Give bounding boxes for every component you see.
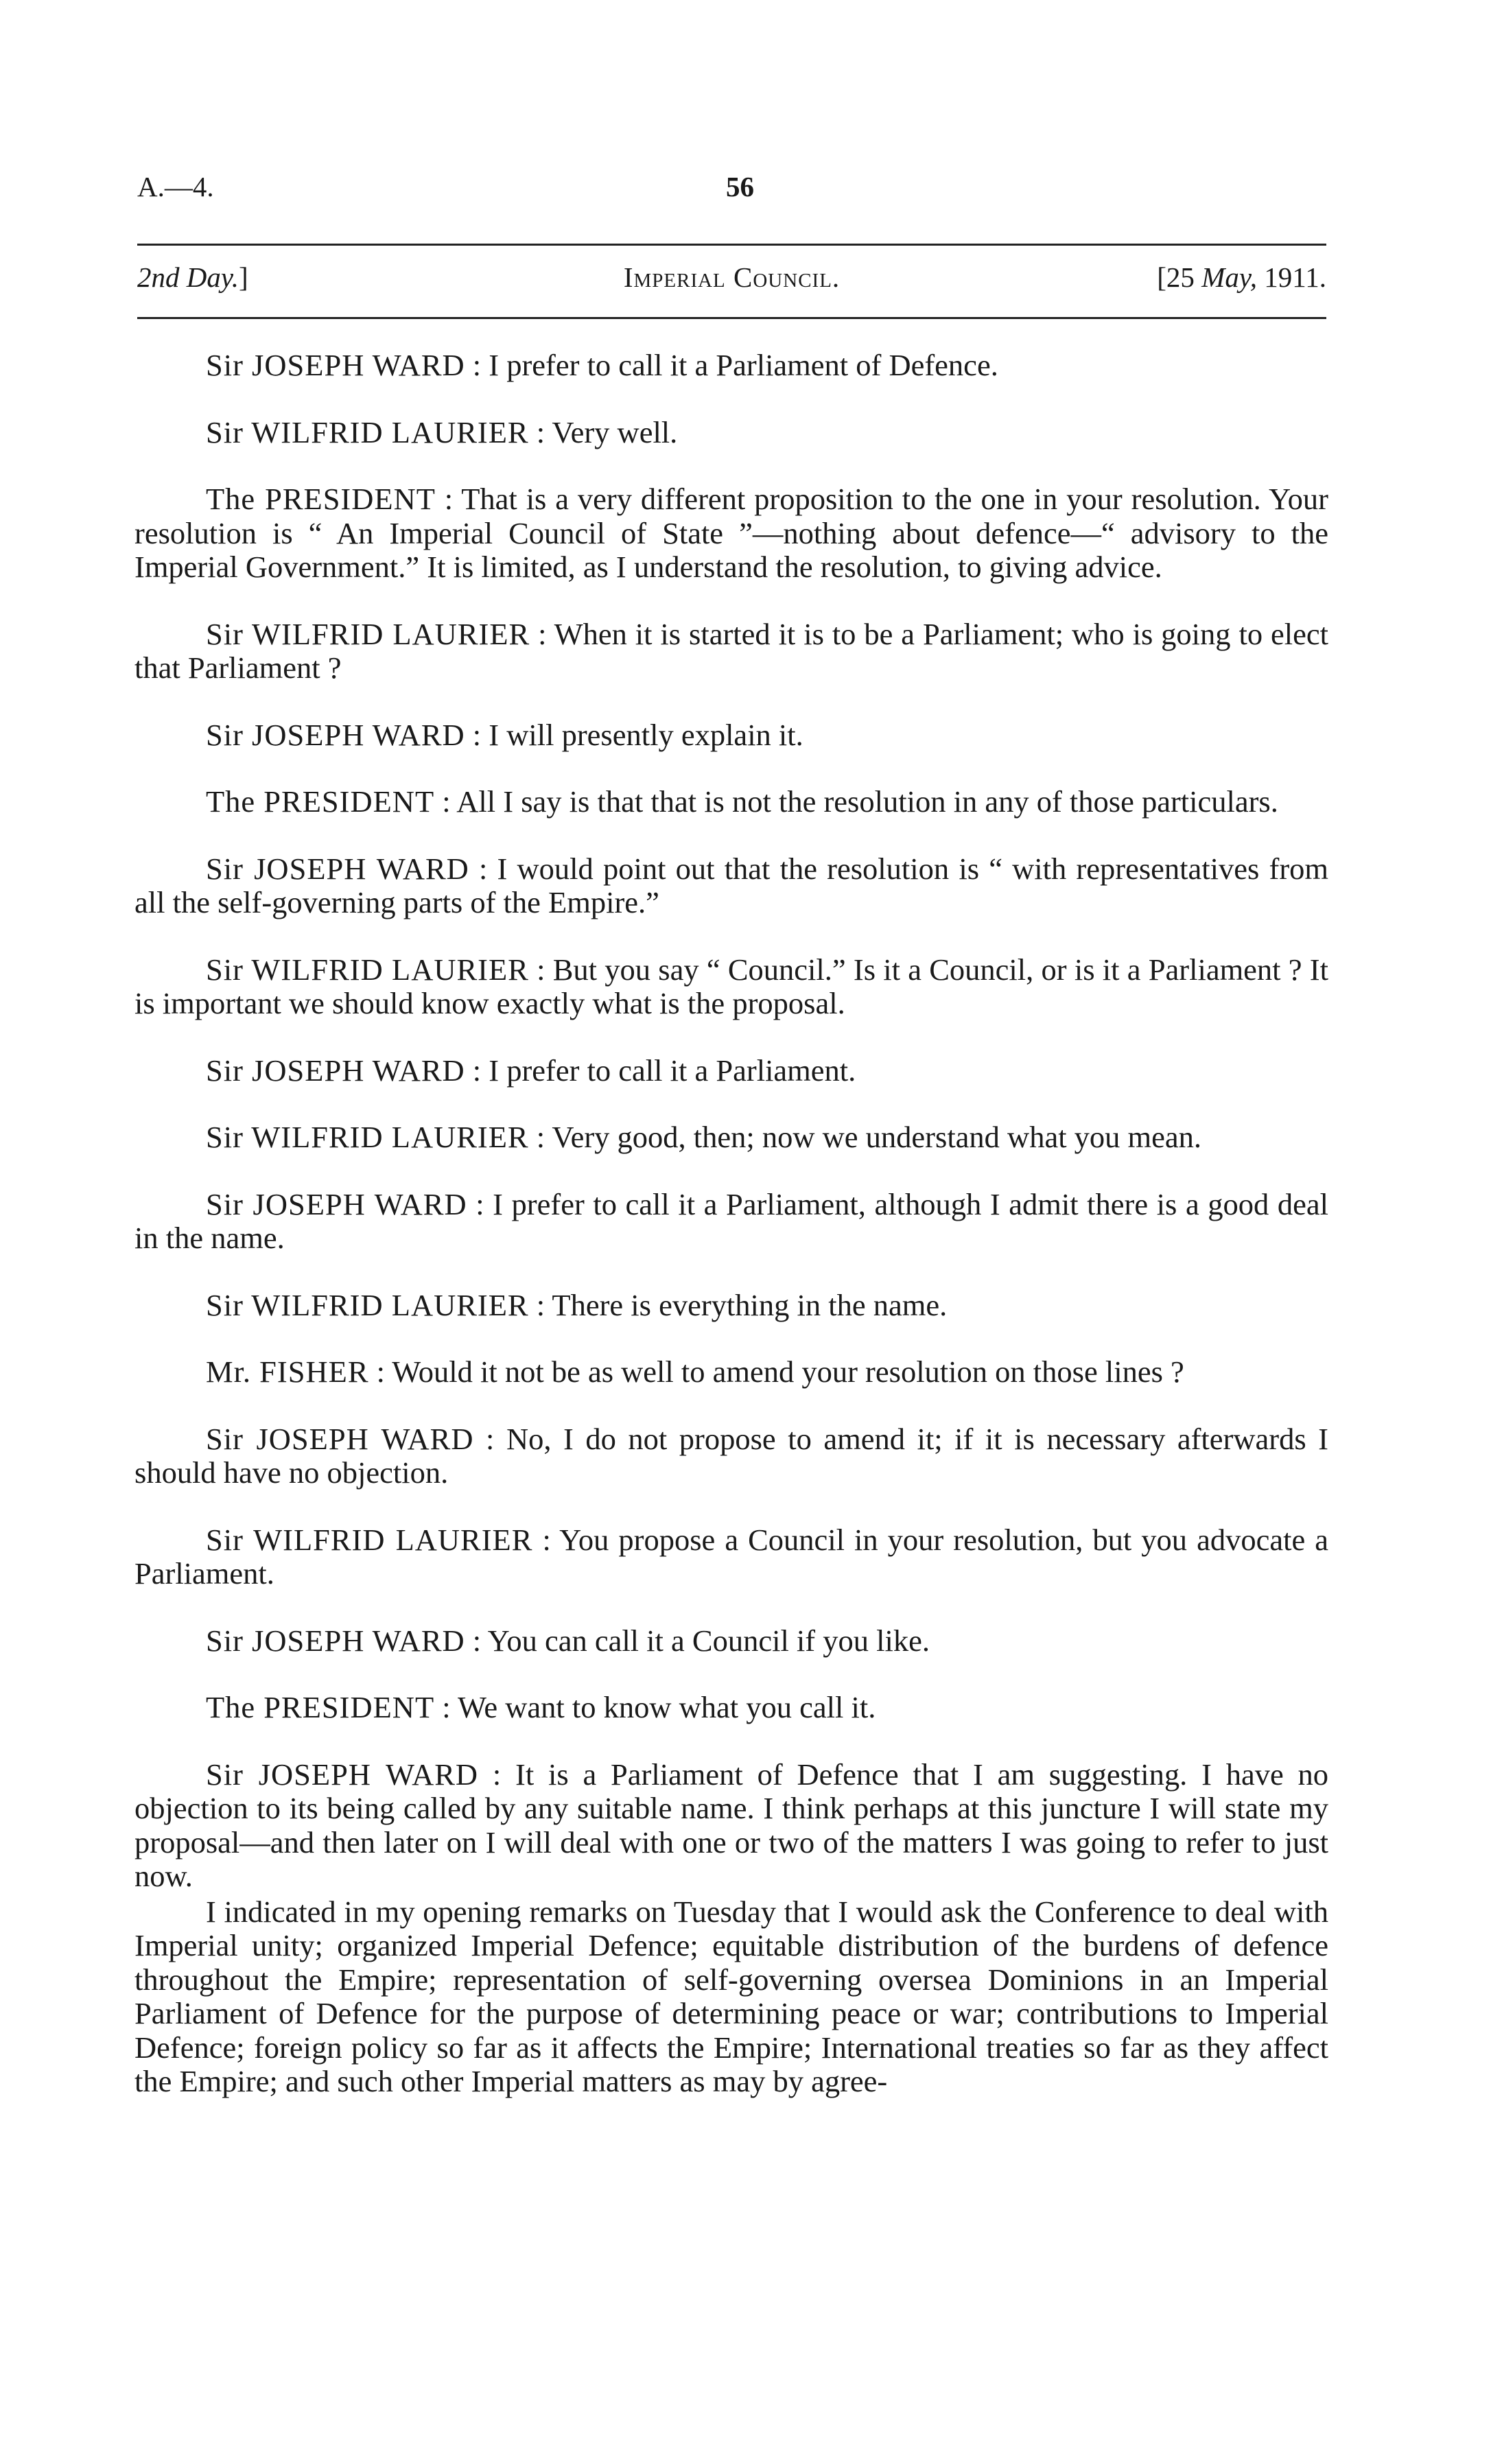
speech-text: I indicated in my opening remarks on Tuesday that I would ask the Conference to deal with Imperial unity; organized Imperial Defence; equitable distribution of the burdens of defence throughout the Empire; representation of self-governing oversea Dominions in an Imperial Parliament of Defence for the purpose of determining peace or war; contributions to Imperial Defence; foreign policy so far as it affects the Empire; International treaties so far as they affect the Empire; and such other Imperial matters as may by agree- <box>134 1894 1328 2098</box>
speaker-name: Sir JOSEPH WARD <box>206 1757 479 1792</box>
speech-text: : I prefer to call it a Parliament. <box>465 1053 856 1088</box>
speaker-name: Sir WILFRID LAURIER <box>206 952 529 987</box>
page-top-line <box>137 170 1326 211</box>
speech-text: : I prefer to call it a Parliament, although I admit there is a good deal in the name. <box>134 1186 1328 1255</box>
header-rule-bottom <box>137 317 1326 319</box>
speaker-name: Sir JOSEPH WARD <box>206 348 465 382</box>
speaker-name: Sir JOSEPH WARD <box>206 1623 465 1658</box>
speech-text: : Very well. <box>528 414 678 449</box>
speaker-name: Sir JOSEPH WARD <box>206 1421 474 1456</box>
speaker-name: Sir WILFRID LAURIER <box>206 414 529 449</box>
speech-text: : Very good, then; now we understand what you mean. <box>528 1120 1202 1154</box>
speaker-name: Sir JOSEPH WARD <box>206 851 469 886</box>
speech-text: : We want to know what you call it. <box>434 1690 876 1724</box>
speaker-name: Sir WILFRID LAURIER <box>206 1287 529 1322</box>
transcript-paragraph <box>134 953 1328 1021</box>
speaker-name: Mr. FISHER <box>206 1354 369 1389</box>
speaker-name: Sir JOSEPH WARD <box>206 1053 465 1088</box>
speech-text: : No, I do not propose to amend it; if it is necessary afterwards I should have no objection. <box>134 1421 1328 1490</box>
running-head-date: [25 May, 1911. <box>1157 261 1326 293</box>
transcript-paragraph <box>134 1624 1328 1658</box>
running-head-title: Imperial Council. <box>623 261 841 293</box>
transcript-paragraph <box>134 1188 1328 1256</box>
speaker-name: The PRESIDENT <box>206 1690 435 1724</box>
speech-text: : There is everything in the name. <box>528 1287 948 1322</box>
speaker-name: The PRESIDENT <box>206 482 436 516</box>
speaker-name: The PRESIDENT <box>206 784 435 819</box>
speech-text: : All I say is that that is not the resolution in any of those particulars. <box>434 784 1278 819</box>
transcript-paragraph <box>134 1120 1328 1155</box>
speech-text: : But you say “ Council.” Is it a Council, or is it a Parliament ? It is important we should know exactly what is the proposal. <box>134 952 1328 1020</box>
speaker-name: Sir WILFRID LAURIER <box>206 1120 529 1154</box>
speech-text: : That is a very different proposition to the one in your resolution. Your resolution is “ An Imperial Council of State ”—nothing about defence—“ advisory to the Imperial Government.” It is limited, as I understand the resolution, to giving advice. <box>134 482 1328 584</box>
transcript-paragraph <box>134 852 1328 920</box>
speaker-name: Sir WILFRID LAURIER <box>206 616 530 651</box>
transcript-paragraph <box>134 1691 1328 1725</box>
speech-text: : When it is started it is to be a Parliament; who is going to elect that Parliament ? <box>134 616 1328 685</box>
speech-text: : You propose a Council in your resolution, but you advocate a Parliament. <box>134 1522 1328 1591</box>
transcript-paragraph <box>134 1895 1328 2099</box>
running-head-day: 2nd Day.] <box>137 261 248 293</box>
running-head <box>137 261 1326 302</box>
speech-text: : Would it not be as well to amend your resolution on those lines ? <box>368 1354 1184 1389</box>
speech-text: : I will presently explain it. <box>465 717 803 752</box>
transcript-paragraph <box>134 349 1328 383</box>
document-reference: A.—4. <box>137 171 214 202</box>
transcript-paragraph <box>134 416 1328 450</box>
speaker-name: Sir JOSEPH WARD <box>206 1186 467 1221</box>
transcript-paragraph <box>134 1054 1328 1088</box>
transcript-paragraph <box>134 1422 1328 1490</box>
speech-text: : I would point out that the resolution is “ with representatives from all the self-governing parts of the Empire.” <box>134 851 1328 919</box>
page-number: 56 <box>726 171 754 202</box>
header-rule-top <box>137 244 1326 246</box>
speaker-name: Sir JOSEPH WARD <box>206 717 465 752</box>
transcript-paragraph <box>134 1758 1328 1894</box>
speaker-name: Sir WILFRID LAURIER <box>206 1522 533 1557</box>
transcript-paragraph <box>134 1289 1328 1323</box>
speech-text: : You can call it a Council if you like. <box>465 1623 930 1658</box>
transcript-paragraph <box>134 1355 1328 1389</box>
transcript-paragraph <box>134 618 1328 685</box>
transcript-paragraph <box>134 718 1328 753</box>
speech-text: : I prefer to call it a Parliament of Defence. <box>465 348 998 382</box>
transcript-paragraph <box>134 785 1328 819</box>
transcript-paragraph <box>134 1523 1328 1591</box>
transcript-paragraph <box>134 482 1328 585</box>
speech-text: : It is a Parliament of Defence that I am suggesting. I have no objection to its being called by any suitable name. I think perhaps at this juncture I will state my proposal—and then later on I will deal with one or two of the matters I was going to refer to just now. <box>134 1757 1328 1893</box>
transcript-body <box>134 349 1328 2100</box>
